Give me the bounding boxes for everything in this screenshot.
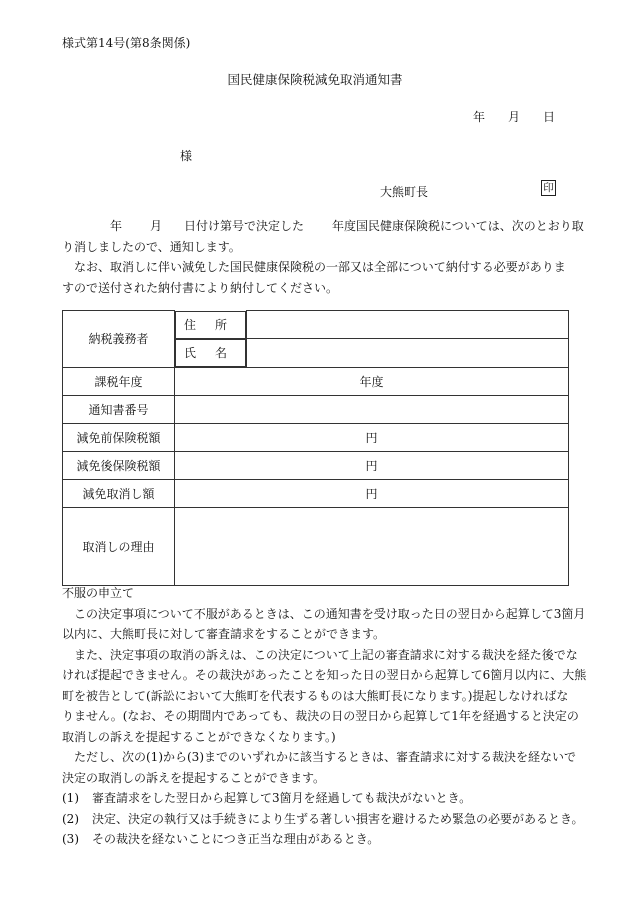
- document-title: 国民健康保険税減免取消通知書: [227, 72, 403, 87]
- address-value[interactable]: [247, 311, 569, 339]
- objection-p1-line2: 以内に、大熊町長に対して審査請求をすることができます。: [62, 627, 386, 641]
- objection-p3-line2: 決定の取消しの訴えを提起することができます。: [62, 770, 326, 785]
- notice-fiscal-phrase: 年度国民健康保険税については、次のとおり取: [332, 219, 584, 233]
- item-text: 審査請求をした翌日から起算して3箇月を経過しても裁決がないとき。: [92, 791, 472, 805]
- yen-unit: 円: [365, 486, 378, 501]
- yen-unit: 円: [365, 458, 378, 473]
- after-amount-label: 減免後保険税額: [63, 451, 175, 479]
- objection-item-3: [62, 829, 574, 850]
- item-text: 決定、決定の執行又は手続きにより生ずる著しい損害を避けるため緊急の必要があるとき。: [92, 811, 584, 826]
- tax-year-value[interactable]: [175, 367, 569, 395]
- name-label: [175, 339, 246, 367]
- tax-year-label: 課税年度: [63, 367, 175, 395]
- seal-mark: 印: [541, 180, 556, 196]
- notice-month: 月: [150, 219, 163, 233]
- notice-number-value[interactable]: [175, 395, 569, 423]
- notice-date-phrase: 日付け第号で決定した: [184, 219, 305, 233]
- reason-value[interactable]: [175, 507, 569, 585]
- objection-p2-line3: 町を被告として(訴訟において大熊町を代表するものは大熊町長になります。)提起しなければな: [62, 688, 569, 703]
- yen-unit: 円: [365, 430, 378, 445]
- name-label-2: 名: [214, 346, 227, 360]
- notice-text: [62, 216, 584, 298]
- before-amount-label: 減免前保険税額: [63, 423, 175, 451]
- objection-section: [62, 583, 587, 850]
- issuer-name: 大熊町長: [380, 185, 429, 199]
- before-amount-value[interactable]: [175, 423, 569, 451]
- name-value[interactable]: [247, 339, 569, 368]
- notice-line-3: なお、取消しに伴い減免した国民健康保険税の一部又は全部について納付する必要がありま: [74, 260, 566, 274]
- objection-p2-line4: りません。(なお、その期間内であっても、裁決の日の翌日から起算して1年を経過すると決定の: [62, 709, 579, 723]
- objection-p2-line2: ければ提起できません。その裁決があったことを知った日の翌日から起算して6箇月以内に、大熊: [62, 668, 587, 682]
- after-amount-value[interactable]: [175, 451, 569, 479]
- item-number: (3): [62, 832, 79, 846]
- address-label-2: 所: [214, 318, 227, 332]
- form-number: 様式第14号(第8条関係): [62, 36, 191, 50]
- address-label-1: 住: [184, 318, 197, 332]
- date-year-label: 年: [473, 110, 486, 124]
- cancel-amount-label: 減免取消し額: [63, 479, 175, 507]
- details-table: [62, 310, 569, 586]
- objection-p2-line5: 取消しの訴えを提起することができなくなります。): [62, 729, 336, 744]
- objection-item-2: [62, 809, 584, 830]
- address-label: [175, 311, 246, 339]
- objection-p2-line1: また、決定事項の取消の訴えは、この決定について上記の審査請求に対する裁決を経た後でな: [74, 647, 578, 662]
- taxpayer-label: 納税義務者: [63, 311, 175, 368]
- tax-year-unit: 年度: [359, 374, 384, 389]
- notice-line-4: すので送付された納付書により納付してください。: [62, 280, 339, 295]
- item-number: (2): [62, 811, 79, 826]
- cancel-amount-value[interactable]: [175, 479, 569, 507]
- date-day-label: 日: [543, 110, 556, 124]
- objection-heading: 不服の申立て: [62, 586, 135, 600]
- objection-p1-line1: この決定事項について不服があるときは、この通知書を受け取った日の翌日から起算して3箇月: [74, 606, 586, 621]
- objection-item-1: [62, 788, 574, 809]
- notice-line-1: [62, 216, 584, 237]
- notice-line-2: り消しましたので、通知します。: [62, 239, 241, 254]
- notice-number-label: 通知書番号: [63, 395, 175, 423]
- reason-label: 取消しの理由: [63, 507, 175, 585]
- item-number: (1): [62, 791, 79, 805]
- objection-p3-line1: ただし、次の(1)から(3)までのいずれかに該当するときは、審査請求に対する裁決を経ないで: [74, 750, 576, 764]
- item-text: その裁決を経ないことにつき正当な理由があるとき。: [92, 832, 380, 846]
- addressee-suffix: 様: [180, 149, 193, 163]
- date-month-label: 月: [508, 110, 521, 124]
- name-label-1: 氏: [184, 346, 197, 360]
- notice-year: 年: [110, 219, 123, 233]
